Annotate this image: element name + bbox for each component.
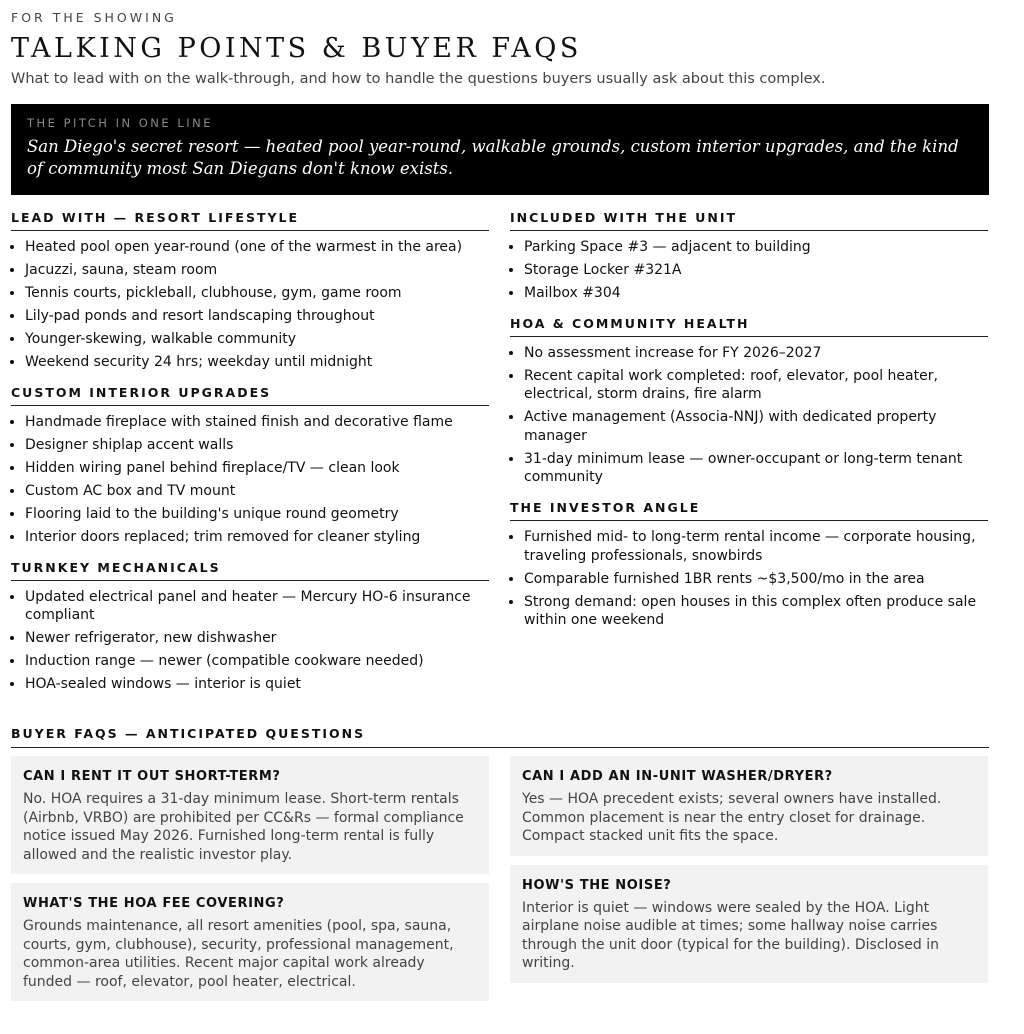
page-subtitle: What to lead with on the walk-through, and how to handle the questions buyers usually ask about this complex. — [11, 70, 826, 87]
section-spacer — [510, 307, 988, 316]
list-item: • Hidden wiring panel behind fireplace/TV — clean look — [25, 459, 489, 478]
faq-answer: No. HOA requires a 31-day minimum lease. Short-term rentals (Airbnb, VRBO) are prohibited per CC&Rs — formal compliance notice issued May 2026. Furnished long-term rental is fully allowed and the realistic investor play. — [23, 791, 464, 863]
list-item: • Tennis courts, pickleball, clubhouse, gym, game room — [25, 284, 489, 303]
list-item: • No assessment increase for FY 2026–2027 — [524, 344, 988, 363]
section-spacer — [510, 491, 988, 500]
list-item: • Heated pool open year-round (one of the warmest in the area) — [25, 238, 489, 257]
list-item: • Lily-pad ponds and resort landscaping throughout — [25, 307, 489, 326]
faq-question: HOW'S THE NOISE? — [522, 877, 672, 893]
list-item: • Weekend security 24 hrs; weekday until midnight — [25, 353, 489, 372]
eyebrow: FOR THE SHOWING — [11, 10, 177, 25]
section-heading: HOA & COMMUNITY HEALTH — [510, 316, 988, 337]
faq-card — [11, 883, 489, 1001]
list-item: • Younger-skewing, walkable community — [25, 330, 489, 349]
faq-question: CAN I RENT IT OUT SHORT-TERM? — [23, 769, 281, 785]
faq-answer: Yes — HOA precedent exists; several owners have installed. Common placement is near the entry closet for drainage. Compact stacked unit fits the space. — [522, 791, 942, 845]
bullet-list — [11, 413, 489, 547]
faq-card — [510, 865, 988, 983]
bullet-list — [510, 344, 988, 487]
pitch-text: San Diego's secret resort — heated pool year-round, walkable grounds, custom interior upgrades, and the kind of community most San Diegans don't know exists. — [27, 136, 959, 178]
list-item: • Strong demand: open houses in this complex often produce sale within one weekend — [524, 593, 988, 630]
list-item: • Mailbox #304 — [524, 284, 988, 303]
page-title: TALKING POINTS & BUYER FAQS — [11, 33, 582, 64]
list-item: • Interior doors replaced; trim removed for cleaner styling — [25, 528, 489, 547]
list-item: • Flooring laid to the building's unique round geometry — [25, 505, 489, 524]
faq-heading: BUYER FAQS — ANTICIPATED QUESTIONS — [11, 726, 989, 748]
list-item: • Furnished mid- to long-term rental income — corporate housing, traveling professionals, snowbirds — [524, 528, 988, 565]
faq-left-column — [11, 756, 489, 1010]
list-item: • Induction range — newer (compatible cookware needed) — [25, 652, 489, 671]
faq-question: WHAT'S THE HOA FEE COVERING? — [23, 896, 285, 912]
section-heading: INCLUDED WITH THE UNIT — [510, 210, 988, 231]
page — [11, 10, 1011, 1010]
list-item: • Designer shiplap accent walls — [25, 436, 489, 455]
list-item: • Custom AC box and TV mount — [25, 482, 489, 501]
left-column — [11, 210, 489, 699]
list-item: • HOA-sealed windows — interior is quiet — [25, 675, 489, 694]
list-item: • Jacuzzi, sauna, steam room — [25, 261, 489, 280]
list-item: • Newer refrigerator, new dishwasher — [25, 629, 489, 648]
faq-section — [11, 756, 989, 1010]
faq-card — [510, 756, 988, 856]
section-heading: CUSTOM INTERIOR UPGRADES — [11, 385, 489, 406]
faq-card — [11, 756, 489, 874]
list-item: • Comparable furnished 1BR rents ~$3,500/mo in the area — [524, 570, 988, 589]
bullet-list — [11, 238, 489, 372]
faq-question: CAN I ADD AN IN-UNIT WASHER/DRYER? — [522, 769, 833, 785]
talking-points — [11, 210, 989, 699]
list-item: • Updated electrical panel and heater — Mercury HO-6 insurance compliant — [25, 588, 489, 625]
bullet-list — [11, 588, 489, 694]
list-item: • Recent capital work completed: roof, elevator, pool heater, electrical, storm drains, fire alarm — [524, 367, 988, 404]
section-heading: TURNKEY MECHANICALS — [11, 560, 489, 581]
list-item: • Parking Space #3 — adjacent to building — [524, 238, 988, 257]
bullet-list — [510, 528, 988, 630]
faq-answer: Interior is quiet — windows were sealed by the HOA. Light airplane noise audible at times; some hallway noise carries through the unit door (typical for the building). Disclosed in writing. — [522, 899, 939, 972]
list-item: • Handmade fireplace with stained finish and decorative flame — [25, 413, 489, 432]
section-spacer — [11, 376, 489, 385]
faq-answer: Grounds maintenance, all resort amenities (pool, spa, sauna, courts, gym, clubhouse), security, professional management, common-area utilities. Recent major capital work already funded — roof, elevator, pool heater, electrical. — [23, 918, 454, 990]
right-column — [510, 210, 988, 699]
section-spacer — [11, 551, 489, 560]
faq-right-column — [510, 756, 988, 1010]
bullet-list — [510, 238, 988, 303]
pitch-banner — [11, 104, 989, 195]
list-item: • Active management (Associa-NNJ) with dedicated property manager — [524, 408, 988, 445]
section-heading: LEAD WITH — RESORT LIFESTYLE — [11, 210, 489, 231]
list-item: • 31-day minimum lease — owner-occupant or long-term tenant community — [524, 450, 988, 487]
section-heading: THE INVESTOR ANGLE — [510, 500, 988, 521]
pitch-label: THE PITCH IN ONE LINE — [27, 115, 213, 130]
list-item: • Storage Locker #321A — [524, 261, 988, 280]
